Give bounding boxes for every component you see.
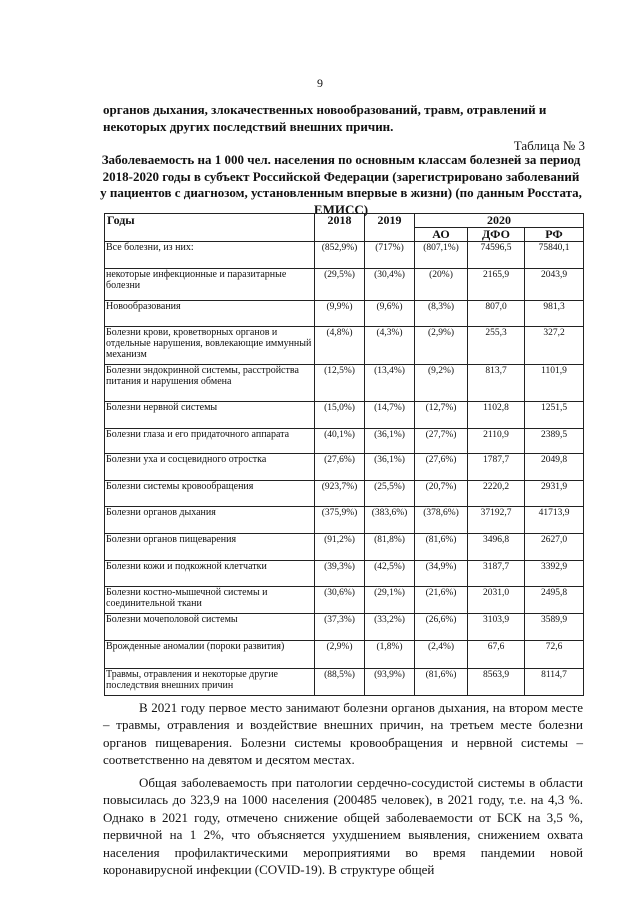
- cell-dfo: 1102,8: [468, 402, 525, 429]
- cell-rf: 1251,5: [525, 402, 584, 429]
- table-row: [105, 402, 584, 429]
- cell-2018: (88,5%): [315, 669, 365, 696]
- cell-2018: (39,3%): [315, 561, 365, 587]
- cell-ao: (20,7%): [415, 481, 468, 507]
- cell-2018: (29,5%): [315, 269, 365, 301]
- cell-dfo: 3187,7: [468, 561, 525, 587]
- table-row: [105, 587, 584, 614]
- header-rf: РФ: [525, 228, 584, 242]
- cell-dfo: 67,6: [468, 641, 525, 669]
- cell-rf: 3392,9: [525, 561, 584, 587]
- cell-dfo: 3103,9: [468, 614, 525, 641]
- header-2020: 2020: [415, 214, 584, 228]
- cell-2019: (93,9%): [365, 669, 415, 696]
- cell-dfo: 8563,9: [468, 669, 525, 696]
- cell-2019: (42,5%): [365, 561, 415, 587]
- cell-rf: 2495,8: [525, 587, 584, 614]
- table-row: [105, 429, 584, 454]
- paragraph-2: Общая заболеваемость при патологии сердечно-сосудистой системы в области повысилась до 323,9 на 1000 населения (200485 человек), в 2021 году, т.е. на 4,3 %. Однако в 2021 году, отмечено снижение общей заболеваемости от БСК на 3,5 %, первичной на 1 2%, что объясняется ухудшением выявления, снижением охвата населения профилактическими мероприятиями во время пандемии новой коронавирусной инфекции (COVID-19). В структуре общей: [103, 775, 583, 878]
- cell-dfo: 2110,9: [468, 429, 525, 454]
- table-row: [105, 614, 584, 641]
- row-label: Болезни системы кровообращения: [105, 481, 315, 507]
- cell-dfo: 74596,5: [468, 242, 525, 269]
- cell-rf: 75840,1: [525, 242, 584, 269]
- cell-dfo: 2165,9: [468, 269, 525, 301]
- row-label: Болезни уха и сосцевидного отростка: [105, 454, 315, 481]
- cell-dfo: 2220,2: [468, 481, 525, 507]
- cell-ao: (81,6%): [415, 669, 468, 696]
- cell-rf: 2049,8: [525, 454, 584, 481]
- cell-2018: (15,0%): [315, 402, 365, 429]
- table-number: Таблица № 3: [513, 138, 585, 153]
- cell-2019: (33,2%): [365, 614, 415, 641]
- cell-ao: (378,6%): [415, 507, 468, 534]
- cell-2018: (30,6%): [315, 587, 365, 614]
- cell-dfo: 807,0: [468, 301, 525, 327]
- cell-2019: (4,3%): [365, 327, 415, 365]
- table-row: [105, 561, 584, 587]
- cell-ao: (26,6%): [415, 614, 468, 641]
- row-label: некоторые инфекционные и паразитарные болезни: [105, 269, 315, 301]
- cell-ao: (9,2%): [415, 365, 468, 402]
- header-ao: АО: [415, 228, 468, 242]
- cell-rf: 2627,0: [525, 534, 584, 561]
- intro-text: органов дыхания, злокачественных новообразований, травм, отравлений и некоторых других последствий внешних причин.: [103, 102, 547, 134]
- cell-2019: (36,1%): [365, 429, 415, 454]
- row-label: Болезни глаза и его придаточного аппарата: [105, 429, 315, 454]
- row-label: Болезни нервной системы: [105, 402, 315, 429]
- cell-2019: (13,4%): [365, 365, 415, 402]
- cell-ao: (2,9%): [415, 327, 468, 365]
- cell-ao: (34,9%): [415, 561, 468, 587]
- cell-2018: (923,7%): [315, 481, 365, 507]
- cell-rf: 41713,9: [525, 507, 584, 534]
- row-label: Болезни мочеполовой системы: [105, 614, 315, 641]
- cell-dfo: 37192,7: [468, 507, 525, 534]
- table-row: [105, 534, 584, 561]
- cell-2018: (37,3%): [315, 614, 365, 641]
- row-label: Болезни органов дыхания: [105, 507, 315, 534]
- table-row: [105, 301, 584, 327]
- cell-rf: 72,6: [525, 641, 584, 669]
- cell-2018: (27,6%): [315, 454, 365, 481]
- table-row: [105, 669, 584, 696]
- row-label: Травмы, отравления и некоторые другие последствия внешних причин: [105, 669, 315, 696]
- cell-ao: (81,6%): [415, 534, 468, 561]
- cell-2019: (383,6%): [365, 507, 415, 534]
- cell-ao: (27,7%): [415, 429, 468, 454]
- cell-2019: (14,7%): [365, 402, 415, 429]
- header-years: Годы: [105, 214, 315, 242]
- table-body: [105, 242, 584, 696]
- table-row: [105, 641, 584, 669]
- table-row: [105, 365, 584, 402]
- cell-2019: (29,1%): [365, 587, 415, 614]
- cell-rf: 8114,7: [525, 669, 584, 696]
- cell-2018: (852,9%): [315, 242, 365, 269]
- cell-2019: (81,8%): [365, 534, 415, 561]
- row-label: Болезни крови, кроветворных органов и отдельные нарушения, вовлекающие иммунный механизм: [105, 327, 315, 365]
- row-label: Врожденные аномалии (пороки развития): [105, 641, 315, 669]
- cell-dfo: 1787,7: [468, 454, 525, 481]
- cell-rf: 3589,9: [525, 614, 584, 641]
- cell-2019: (36,1%): [365, 454, 415, 481]
- table-row: [105, 242, 584, 269]
- cell-2018: (2,9%): [315, 641, 365, 669]
- table-row: [105, 269, 584, 301]
- cell-ao: (20%): [415, 269, 468, 301]
- cell-2018: (40,1%): [315, 429, 365, 454]
- cell-rf: 2931,9: [525, 481, 584, 507]
- table-row: [105, 327, 584, 365]
- cell-rf: 1101,9: [525, 365, 584, 402]
- page-number: 9: [317, 76, 323, 90]
- cell-rf: 2389,5: [525, 429, 584, 454]
- row-label: Болезни кожи и подкожной клетчатки: [105, 561, 315, 587]
- cell-ao: (807,1%): [415, 242, 468, 269]
- cell-dfo: 2031,0: [468, 587, 525, 614]
- header-row: [105, 214, 584, 228]
- cell-dfo: 3496,8: [468, 534, 525, 561]
- table-row: [105, 481, 584, 507]
- cell-ao: (2,4%): [415, 641, 468, 669]
- cell-rf: 981,3: [525, 301, 584, 327]
- cell-rf: 327,2: [525, 327, 584, 365]
- header-2019: 2019: [365, 214, 415, 242]
- cell-2018: (9,9%): [315, 301, 365, 327]
- cell-ao: (8,3%): [415, 301, 468, 327]
- cell-ao: (12,7%): [415, 402, 468, 429]
- cell-ao: (21,6%): [415, 587, 468, 614]
- cell-2019: (30,4%): [365, 269, 415, 301]
- cell-2018: (12,5%): [315, 365, 365, 402]
- table-header: [105, 214, 584, 242]
- row-label: Все болезни, из них:: [105, 242, 315, 269]
- cell-2018: (375,9%): [315, 507, 365, 534]
- cell-dfo: 813,7: [468, 365, 525, 402]
- cell-2019: (25,5%): [365, 481, 415, 507]
- row-label: Болезни костно-мышечной системы и соединительной ткани: [105, 587, 315, 614]
- cell-2019: (717%): [365, 242, 415, 269]
- cell-2018: (4,8%): [315, 327, 365, 365]
- cell-rf: 2043,9: [525, 269, 584, 301]
- header-dfo: ДФО: [468, 228, 525, 242]
- table-row: [105, 454, 584, 481]
- table-row: [105, 507, 584, 534]
- cell-2018: (91,2%): [315, 534, 365, 561]
- row-label: Болезни органов пищеварения: [105, 534, 315, 561]
- row-label: Болезни эндокринной системы, расстройства питания и нарушения обмена: [105, 365, 315, 402]
- cell-dfo: 255,3: [468, 327, 525, 365]
- header-2018: 2018: [315, 214, 365, 242]
- row-label: Новообразования: [105, 301, 315, 327]
- table-title: Заболеваемость на 1 000 чел. населения по основным классам болезней за период 2018-2020 годы в субъект Российской Федерации (зарегистрировано заболеваний у пациентов с диагнозом, установленным впервые в жизни) (по данным Росстата, ЕМИСС): [100, 152, 582, 217]
- paragraph-1: В 2021 году первое место занимают болезни органов дыхания, на втором месте – травмы, отравления и воздействие внешних причин, на третьем месте болезни органов пищеварения. Болезни системы кровообращения и нервной системы – соответственно на девятом и десятом местах.: [103, 700, 583, 768]
- morbidity-table: [104, 213, 584, 696]
- cell-2019: (9,6%): [365, 301, 415, 327]
- cell-ao: (27,6%): [415, 454, 468, 481]
- cell-2019: (1,8%): [365, 641, 415, 669]
